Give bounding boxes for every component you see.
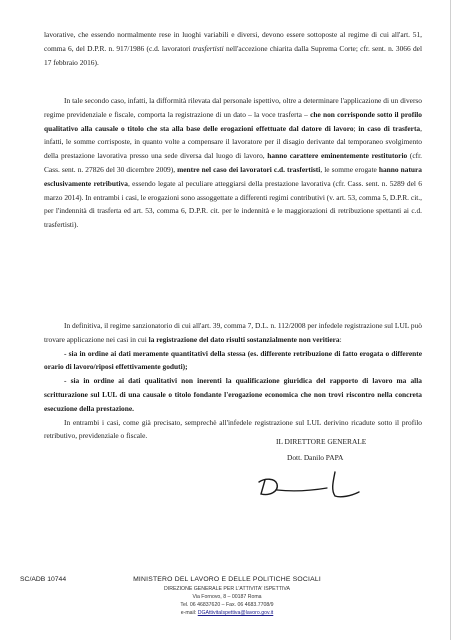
text-run: In definitiva, il regime sanzionatorio di cui all'art. 39, comma 7, D.L. n. 112/2008 per infedele registrazione sul LUL può trovare applicazione nei casi in cui — [44, 321, 422, 344]
protocol-reference: SC/ADB 10744 — [20, 576, 67, 583]
text-run-bold: in caso di trasferta — [358, 123, 421, 133]
address: Via Fornovo, 8 – 00187 Roma — [192, 594, 262, 600]
signatory-title: IL DIRETTORE GENERALE — [276, 437, 367, 446]
paragraph-conclusion — [44, 319, 422, 443]
text-run-bold: la registrazione del dato risulti sostanzialmente non veritiera — [148, 334, 340, 344]
text-run: , infatti, le somme corrisposte, in quanto volte a compensare il lavoratore per il disagio derivante dal temporaneo svolgimento della prestazione lavorativa presso una sede diversa dal luogo di lavoro, — [44, 123, 422, 161]
handwritten-signature — [255, 470, 365, 504]
paragraph-continuation — [44, 28, 422, 69]
text-run: ; — [353, 123, 359, 133]
department-name: DIREZIONE GENERALE PER L'ATTIVITA' ISPETTIVA — [164, 586, 290, 592]
text-run: , essendo legate al peculiare atteggiarsi della prestazione lavorativa (cfr. Cass. sent. n. 5289 del 6 marzo 2014). In entrambi i casi, le erogazioni sono assoggettate a differenti regimi contributivi (v. art. 53, comma 5, D.P.R. cit., per l'indennità di trasferta ed art. 53, comma 6, D.P.R. cit. per le indennità e le maggiorazioni di retribuzione spettanti ai c.d. trasfertisti). — [44, 178, 422, 230]
email-line — [117, 610, 337, 616]
ministry-name: MINISTERO DEL LAVORO E DELLE POLITICHE SOCIALI — [133, 576, 321, 583]
text-run-italic: trasfertisti — [192, 43, 224, 53]
text-run: (cfr. Cass. sent. n. 27826 del 30 dicembre 2009), — [44, 151, 422, 174]
bullet-qualitative: - sia in ordine ai dati qualitativi non inerenti la qualificazione giuridica del rapporto di lavoro ma alla scritturazione sul LUL di una causale o titolo fondante l'erogazione economica che non trovi riscontro nella concreta esecuzione della prestazione. — [44, 376, 422, 413]
email-link[interactable]: DGAttivitaIspettiva@lavoro.gov.it — [197, 610, 274, 616]
text-run: In tale secondo caso, infatti, la difformità rilevata dal personale ispettivo, oltre a determinare l'applicazione di un diverso regime previdenziale e fiscale, comporta la registrazione di un dato – la voce trasferta – — [44, 96, 422, 119]
text-run-bold: che non corrisponde sotto il profilo qualitativo alla causale o titolo che sta alla base delle erogazioni effettuate dal datore di lavoro — [44, 109, 423, 133]
text-run: lavorative, che essendo normalmente rese in luoghi variabili e diversi, devono essere sottoposte al regime di cui all'art. 51, comma 6, del D.P.R. n. 917/1986 (c.d. lavoratori — [44, 30, 422, 53]
text-run: : — [339, 334, 342, 344]
text-run-bold: hanno carattere eminentemente restitutorio — [267, 151, 408, 161]
signatory-name: Dott. Danilo PAPA — [287, 453, 344, 462]
paragraph-trasferta — [44, 94, 422, 232]
page-edge-divider — [450, 0, 451, 640]
paragraph-final: In entrambi i casi, come già precisato, semprechè all'infedele registrazione sul LUL derivino ricadute sotto il profilo retributivo, previdenziale o fiscale. — [44, 417, 422, 441]
text-run: , le somme erogate — [320, 164, 379, 174]
text-run-bold: mentre nel caso dei lavoratori c.d. trasfertisti — [177, 164, 321, 174]
email-label: e-mail: — [180, 610, 198, 616]
bullet-quantitative: - sia in ordine ai dati meramente quantitativi della stessa (es. differente retribuzione di fatto erogata o differente orario di lavoro/riposi effettivamente goduti); — [44, 348, 422, 372]
text-run-bold: hanno natura esclusivamente retributiva — [44, 164, 422, 188]
text-run: nell'accezione chiarita dalla Suprema Corte; cfr. sent. n. 3066 del 17 febbraio 2016). — [44, 43, 422, 67]
phone-fax: Tel. 06 46837620 – Fax. 06 4683.7708/9 — [180, 602, 274, 608]
